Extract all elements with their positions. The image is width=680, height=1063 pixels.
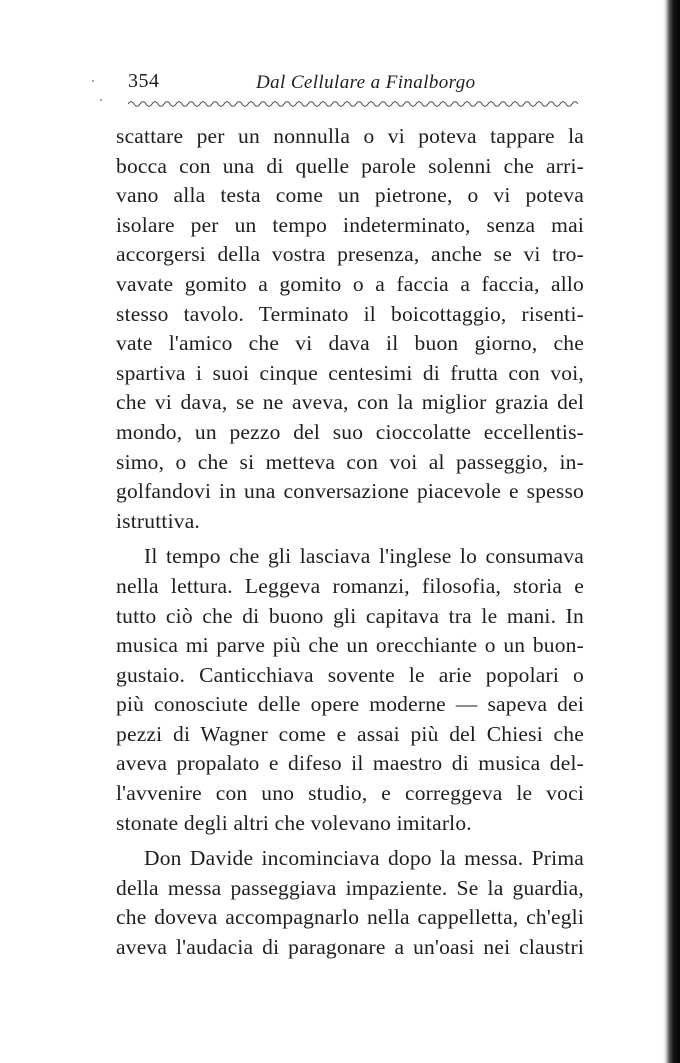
text-line: pezzi di Wagner come e assai più del Chiesi che xyxy=(116,721,584,746)
paper-speck xyxy=(100,99,102,101)
text-line: che doveva accompagnarlo nella cappelletta, ch'egli xyxy=(116,905,584,930)
text-line: Il tempo che gli lasciava l'inglese lo consumava xyxy=(144,544,584,569)
book-spine-shadow xyxy=(666,0,680,1063)
page-number: 354 xyxy=(128,70,160,92)
paragraph-1 xyxy=(116,122,584,536)
text-line: simo, o che si metteva con voi al passeggio, in- xyxy=(116,449,584,474)
text-line: tutto ciò che di buono gli capitava tra le mani. In xyxy=(116,603,584,628)
text-line: aveva l'audacia di paragonare a un'oasi nei claustri xyxy=(116,935,584,960)
text-line: della messa passeggiava impaziente. Se la guardia, xyxy=(116,875,584,900)
text-line: nella lettura. Leggeva romanzi, filosofia, storia e xyxy=(116,573,584,598)
header-ornament-rule xyxy=(128,98,578,110)
text-line: accorgersi della vostra presenza, anche se vi tro- xyxy=(116,242,584,267)
text-line: isolare per un tempo indeterminato, senza mai xyxy=(116,212,584,237)
text-line: vano alla testa come un pietrone, o vi poteva xyxy=(116,183,584,208)
paragraph-3 xyxy=(116,844,584,962)
text-line: bocca con una di quelle parole solenni che arri- xyxy=(116,153,584,178)
text-line: gustaio. Canticchiava sovente le arie popolari o xyxy=(116,662,584,687)
text-line: vate l'amico che vi dava il buon giorno, che xyxy=(116,331,584,356)
text-line: aveva propalato e difeso il maestro di musica del- xyxy=(116,751,584,776)
page-header xyxy=(128,70,568,100)
paragraph-2 xyxy=(116,542,584,838)
text-line: che vi dava, se ne aveva, con la miglior grazia del xyxy=(116,390,584,415)
text-line: istruttiva. xyxy=(116,508,201,533)
text-line: musica mi parve più che un orecchiante o un buon- xyxy=(116,633,584,658)
text-line: più conosciute delle opere moderne — sapeva dei xyxy=(116,692,584,717)
text-line: scattare per un nonnulla o vi poteva tappare la xyxy=(116,124,584,148)
text-line: mondo, un pezzo del suo cioccolatte eccellentis- xyxy=(116,419,584,444)
text-line: stesso tavolo. Terminato il boicottaggio, risenti- xyxy=(116,301,584,326)
text-line: vavate gomito a gomito o a faccia a faccia, allo xyxy=(116,271,584,296)
text-line: spartiva i suoi cinque centesimi di frutta con voi, xyxy=(116,360,584,385)
paper-speck xyxy=(92,80,94,82)
text-line: stonate degli altri che volevano imitarlo. xyxy=(116,810,472,835)
text-line: l'avvenire con uno studio, e correggeva le voci xyxy=(116,781,584,806)
body-text xyxy=(116,122,584,969)
text-line: golfandovi in una conversazione piacevole e spesso xyxy=(116,479,584,504)
running-title: Dal Cellulare a Finalborgo xyxy=(256,72,476,93)
text-line: Don Davide incominciava dopo la messa. Prima xyxy=(144,846,584,871)
